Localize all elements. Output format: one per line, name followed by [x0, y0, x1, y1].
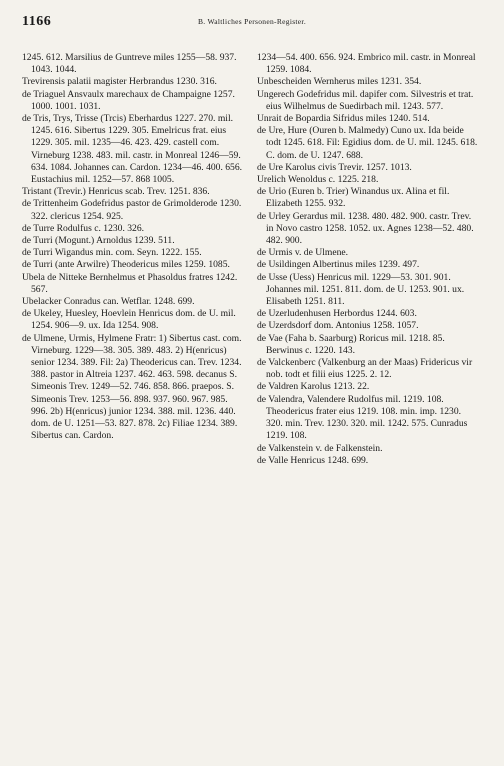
- left-column: [22, 52, 244, 443]
- register-entry: de Tris, Trys, Trisse (Trcis) Eberhardus 1227. 270. mil. 1245. 616. Sibertus 1229. 305. Emelricus frat. eius 1229. 305. mil. 1235—46. 423. 429. castell com. Virneburg 1238. 483. mil. castr. in Monreal 1246—59. 634. 1084. Johannes can. Cardon. 1234—46. 400. 656. Eustachius mil. 1252—57. 868 1005.: [22, 113, 243, 186]
- register-entry: 1245. 612. Marsilius de Guntreve miles 1255—58. 937. 1043. 1044.: [22, 52, 237, 76]
- register-entry: Unrait de Bopardia Sifridus miles 1240. 514.: [257, 113, 430, 125]
- register-entry: de Valkenstein v. de Falkenstein.: [257, 442, 383, 454]
- register-entry: de Trittenheim Godefridus pastor de Grimolderode 1230. 322. clericus 1254. 925.: [22, 198, 242, 222]
- register-entry: Tristant (Trevir.) Henricus scab. Trev. 1251. 836.: [22, 186, 210, 198]
- register-entry: Ungerech Godefridus mil. dapifer com. Silvestris et trat. eius Wilhelmus de Suedirbach mil. 1243. 577.: [257, 88, 474, 112]
- register-entry: de Ulmene, Urmis, Hylmene Fratr: 1) Sibertus cast. com. Virneburg. 1229—38. 305. 389. 483. 2) H(enricus) senior 1234. 389. Fil: 2a) Theodericus can. Trev. 1234. 388. pastor in Altreia 1237. 462. 463. 598. decanus S. Simeonis Trev. 1249—52. 746. 858. 866. praepos. S. Simeonis Trev. 1253—56. 898. 937. 960. 967. 985. 996. 2b) H(enricus) junior 1234. 388. mil. 1236. 440. dom. de U. 1251—53. 827. 878. 2c) Filiae 1234. 389. Sibertus can. Cardon.: [22, 332, 242, 442]
- register-entry: de Turri (Mogunt.) Arnoldus 1239. 511.: [22, 235, 175, 247]
- register-entry: Urelich Wenoldus c. 1225. 218.: [257, 174, 379, 186]
- register-entry: de Turri (ante Arwilre) Theodericus miles 1259. 1085.: [22, 259, 230, 271]
- page-header: [22, 14, 482, 34]
- register-entry: Ubelacker Conradus can. Wetflar. 1248. 699.: [22, 296, 195, 308]
- register-entry: de Usse (Uess) Henricus mil. 1229—53. 301. 901. Johannes mil. 1251. 811. dom. de U. 1253. 901. ux. Elisabeth 1251. 811.: [257, 271, 465, 308]
- register-entry: de Uzerludenhusen Herbordus 1244. 603.: [257, 308, 417, 320]
- register-entry: de Triaguel Ansvaulx marechaux de Champaigne 1257. 1000. 1001. 1031.: [22, 88, 235, 112]
- register-entry: de Valckenberc (Valkenburg an der Maas) Fridericus vir nob. todt et filii eius 1225. 2. 12.: [257, 357, 473, 381]
- register-entry: de Uzerdsdorf dom. Antonius 1258. 1057.: [257, 320, 419, 332]
- register-entry: de Turre Rodulfus c. 1230. 326.: [22, 222, 145, 234]
- register-entry: Trevirensis palatii magister Herbrandus 1230. 316.: [22, 76, 217, 88]
- register-entry: de Urmis v. de Ulmene.: [257, 247, 349, 259]
- register-entry: de Usildingen Albertinus miles 1239. 497.: [257, 259, 420, 271]
- register-entry: de Urley Gerardus mil. 1238. 480. 482. 900. castr. Trev. in Novo castro 1258. 1052. ux. Agnes 1238—52. 480. 482. 900.: [257, 210, 474, 247]
- register-entry: de Vae (Faha b. Saarburg) Roricus mil. 1218. 85. Berwinus c. 1220. 143.: [257, 332, 445, 356]
- running-title: B. Waltliches Personen-Register.: [197, 17, 306, 26]
- right-column: [257, 52, 479, 467]
- register-entry: de Ure Karolus civis Trevir. 1257. 1013.: [257, 161, 412, 173]
- register-entry: de Valendra, Valendere Rudolfus mil. 1219. 108. Theodericus frater eius 1219. 108. min. imp. 1230. 320. min. Trev. 1230. 320. mil. 1242. 575. Cunradus 1219. 108.: [257, 393, 468, 442]
- page-number: 1166: [22, 14, 52, 29]
- register-entry: Unbescheiden Wernherus miles 1231. 354.: [257, 76, 422, 88]
- register-entry: de Ukeley, Huesley, Hoevlein Henricus dom. de U. mil. 1254. 906—9. ux. Ida 1254. 908.: [22, 308, 236, 332]
- register-entry: de Urio (Euren b. Trier) Winandus ux. Alina et fil. Elizabeth 1255. 932.: [257, 186, 450, 210]
- register-entry: 1234—54. 400. 656. 924. Embrico mil. castr. in Monreal 1259. 1084.: [257, 52, 476, 76]
- register-entry: de Valdren Karolus 1213. 22.: [257, 381, 370, 393]
- register-entry: de Ure, Hure (Ouren b. Malmedy) Cuno ux. Ida beide todt 1245. 618. Fil: Egidius dom. de U. mil. 1245. 618. C. dom. de U. 1247. 688.: [257, 125, 478, 161]
- register-entry: de Turri Wigandus min. com. Seyn. 1222. 155.: [22, 247, 202, 259]
- register-entry: Ubela de Nitteke Bernhelmus et Phasoldus fratres 1242. 567.: [22, 271, 238, 295]
- register-entry: de Valle Henricus 1248. 699.: [257, 454, 369, 466]
